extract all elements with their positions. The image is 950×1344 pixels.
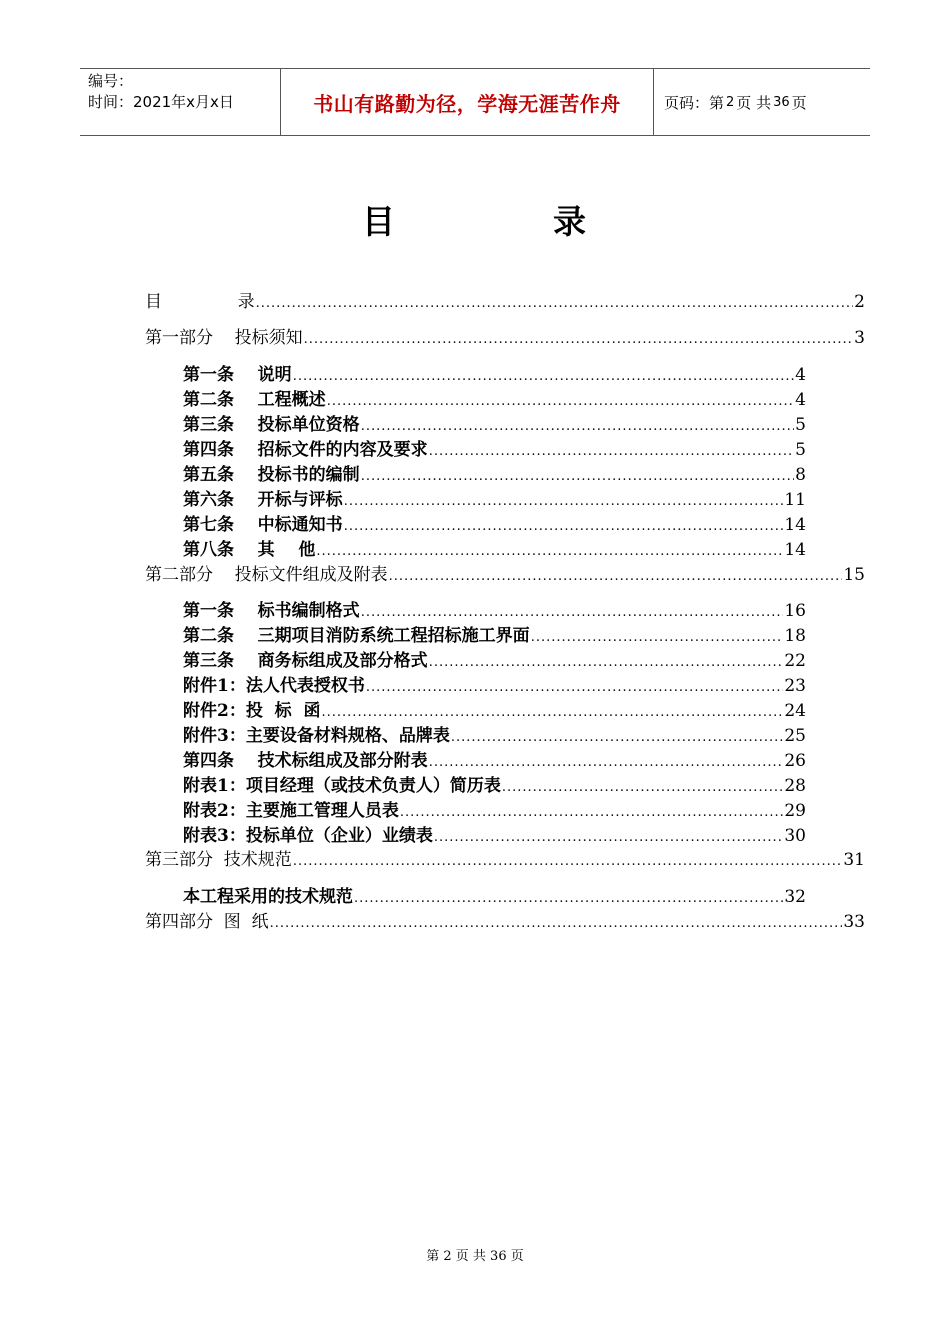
toc-entry-label: 第四条 招标文件的内容及要求 xyxy=(183,440,428,460)
toc-entry-page: 22 xyxy=(784,651,806,671)
toc-entry[interactable] xyxy=(183,724,806,748)
toc-entry[interactable] xyxy=(183,624,806,648)
toc-leader-dots xyxy=(366,676,784,700)
toc-entry-label: 附表2：主要施工管理人员表 xyxy=(183,801,399,821)
toc-entry-page: 11 xyxy=(784,490,806,510)
header-page-info xyxy=(654,69,870,135)
toc-entry-page: 14 xyxy=(784,540,806,560)
toc-entry[interactable] xyxy=(183,438,806,462)
toc-entry-page: 16 xyxy=(784,601,806,621)
toc-entry-label: 第二部分 投标文件组成及附表 xyxy=(145,565,388,585)
toc-entry-label: 第一条 标书编制格式 xyxy=(183,601,360,621)
toc-entry-page: 15 xyxy=(843,565,865,585)
toc-entry-page: 4 xyxy=(795,365,806,385)
toc-entry-page: 24 xyxy=(784,701,806,721)
title-char-1: 目 xyxy=(362,202,395,241)
toc-leader-dots xyxy=(389,565,843,589)
toc-entry-label: 第一条 说明 xyxy=(183,365,292,385)
toc-entry-page: 31 xyxy=(843,850,865,870)
title-char-2: 录 xyxy=(553,202,586,241)
toc-entry-page: 14 xyxy=(784,515,806,535)
document-time-label: 时间：2021年x月x日 xyxy=(88,93,234,111)
toc-entry[interactable] xyxy=(183,513,806,537)
toc-entry[interactable] xyxy=(183,799,806,823)
toc-entry-page: 18 xyxy=(784,626,806,646)
toc-entry[interactable] xyxy=(145,910,865,934)
page-suffix: 页 xyxy=(791,93,807,112)
toc-entry-page: 30 xyxy=(784,826,806,846)
toc-leader-dots xyxy=(531,626,784,650)
toc-entry[interactable] xyxy=(145,563,865,587)
toc-leader-dots xyxy=(354,887,783,911)
toc-entry-page: 4 xyxy=(795,390,806,410)
toc-entry-page: 29 xyxy=(784,801,806,821)
toc-entry-label: 第二条 工程概述 xyxy=(183,390,326,410)
toc-entry-page: 33 xyxy=(843,912,865,932)
toc-leader-dots xyxy=(361,601,784,625)
toc-leader-dots xyxy=(293,365,794,389)
toc-leader-dots xyxy=(451,726,784,750)
toc-entry-page: 32 xyxy=(784,887,806,907)
page-total: 36 xyxy=(773,94,790,110)
toc-entry-label: 第二条 三期项目消防系统工程招标施工界面 xyxy=(183,626,530,646)
toc-entry[interactable] xyxy=(183,885,806,909)
toc-leader-dots xyxy=(434,826,784,850)
toc-entry-label: 第三条 商务标组成及部分格式 xyxy=(183,651,428,671)
toc-leader-dots xyxy=(316,540,783,564)
toc-entry-page: 8 xyxy=(795,465,806,485)
toc-leader-dots xyxy=(344,490,784,514)
toc-entry[interactable] xyxy=(183,674,806,698)
toc-entry-label: 附表3：投标单位（企业）业绩表 xyxy=(183,826,433,846)
toc-entry-page: 3 xyxy=(854,328,865,348)
toc-entry-page: 2 xyxy=(854,292,865,312)
toc-leader-dots xyxy=(361,465,794,489)
toc-leader-dots xyxy=(361,415,794,439)
toc-leader-dots xyxy=(327,390,794,414)
toc-entry-page: 25 xyxy=(784,726,806,746)
toc-entry-page: 28 xyxy=(784,776,806,796)
toc-leader-dots xyxy=(304,328,854,352)
toc-entry[interactable] xyxy=(145,848,865,872)
toc-entry[interactable] xyxy=(183,413,806,437)
toc-entry-label: 第三部分 技术规范 xyxy=(145,850,292,870)
toc-entry[interactable] xyxy=(183,538,806,562)
toc-entry-page: 23 xyxy=(784,676,806,696)
toc-leader-dots xyxy=(270,912,843,936)
toc-entry[interactable] xyxy=(183,824,806,848)
toc-leader-dots xyxy=(429,751,784,775)
toc-leader-dots xyxy=(256,292,854,316)
toc-leader-dots xyxy=(344,515,784,539)
toc-entry-label: 第五条 投标书的编制 xyxy=(183,465,360,485)
toc-entry[interactable] xyxy=(183,363,806,387)
page-mid: 页 共 xyxy=(736,93,772,112)
toc-entry-page: 5 xyxy=(795,440,806,460)
toc-entry[interactable] xyxy=(183,463,806,487)
toc-entry-label: 附件1：法人代表授权书 xyxy=(183,676,365,696)
toc-entry[interactable] xyxy=(145,326,865,350)
header-meta xyxy=(80,69,281,135)
document-number-label: 编号： xyxy=(88,72,134,90)
page-prefix: 页码：第 xyxy=(664,93,725,112)
toc-entry[interactable] xyxy=(183,749,806,773)
toc-entry-label: 附件3：主要设备材料规格、品牌表 xyxy=(183,726,450,746)
toc-entry-label: 附表1：项目经理（或技术负责人）简历表 xyxy=(183,776,501,796)
page-current: 2 xyxy=(726,94,735,110)
toc-entry[interactable] xyxy=(183,649,806,673)
toc-entry-label: 第四部分 图 纸 xyxy=(145,912,269,932)
toc-entry-page: 5 xyxy=(795,415,806,435)
toc-entry-label: 第一部分 投标须知 xyxy=(145,328,303,348)
toc-entry[interactable] xyxy=(183,388,806,412)
toc-entry-label: 目 录 xyxy=(145,292,255,312)
toc-entry[interactable] xyxy=(145,290,865,314)
toc-entry-label: 第四条 技术标组成及部分附表 xyxy=(183,751,428,771)
toc-leader-dots xyxy=(400,801,784,825)
toc-entry-label: 本工程采用的技术规范 xyxy=(183,887,353,907)
page-title xyxy=(0,196,950,246)
page-footer: 第 2 页 共 36 页 xyxy=(426,1249,524,1264)
page-header xyxy=(80,68,870,136)
toc-leader-dots xyxy=(502,776,784,800)
toc-entry-label: 第三条 投标单位资格 xyxy=(183,415,360,435)
toc-leader-dots xyxy=(429,440,794,464)
toc-entry-label: 第七条 中标通知书 xyxy=(183,515,343,535)
toc-entry[interactable] xyxy=(183,774,806,798)
toc-leader-dots xyxy=(429,651,784,675)
toc-entry-label: 第六条 开标与评标 xyxy=(183,490,343,510)
header-motto: 书山有路勤为径，学海无涯苦作舟 xyxy=(281,69,654,135)
toc-entry[interactable] xyxy=(183,599,806,623)
toc-entry[interactable] xyxy=(183,699,806,723)
toc-entry-label: 附件2：投 标 函 xyxy=(183,701,321,721)
toc-entry-page: 26 xyxy=(784,751,806,771)
toc-entry[interactable] xyxy=(183,488,806,512)
toc-entry-label: 第八条 其 他 xyxy=(183,540,316,560)
toc-leader-dots xyxy=(322,701,784,725)
toc-leader-dots xyxy=(293,850,843,874)
